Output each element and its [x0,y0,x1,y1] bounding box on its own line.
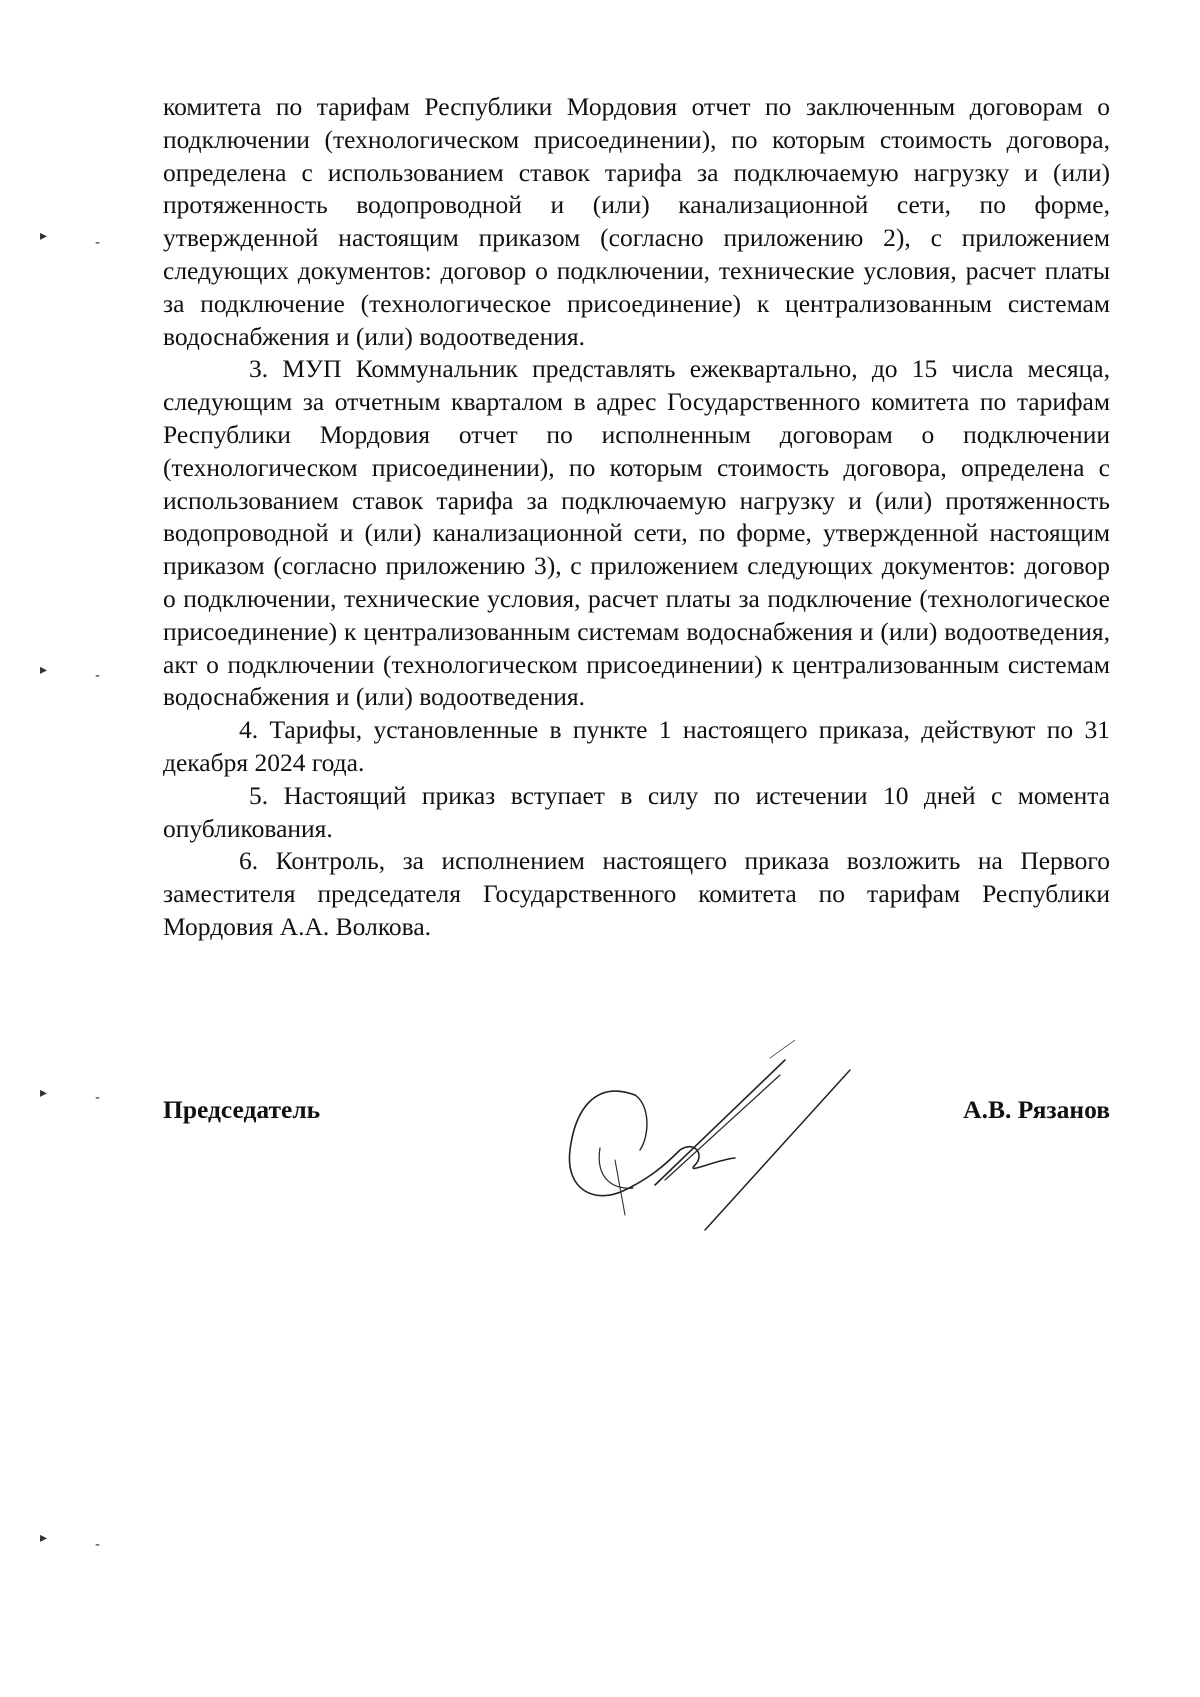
margin-mark: ▸ [40,1085,48,1101]
margin-mark: ▸ [40,228,48,244]
margin-mark: - [95,668,101,684]
paragraph-continuation: комитета по тарифам Республики Мордовия отчет по заключенным договорам о подключении (технологическом присоединении), по которым стоимость договора, определена с использованием ставок тарифа за подключаемую нагрузку и (или) протяженность водопроводной и (или) канализационной сети, по форме, утвержденной настоящим приказом (согласно приложению 2), с приложением следующих документов: договор о подключении, технические условия, расчет платы за подключение (технологическое присоединение) к централизованным системам водоснабжения и (или) водоотведения. [163,92,1110,351]
document-body [163,91,1110,944]
signatory-name: А.В. Рязанов [963,1095,1110,1124]
margin-mark: - [95,1537,101,1553]
margin-mark: ▸ [40,662,48,678]
signatory-role: Председатель [163,1095,321,1124]
paragraph-item-3: 3. МУП Коммунальник представлять ежеквартально, до 15 числа месяца, следующим за отчетным кварталом в адрес Государственного комитета по тарифам Республики Мордовия отчет по исполненным договорам о подключении (технологическом присоединении), по которым стоимость договора, определена с использованием ставок тарифа за подключаемую нагрузку и (или) протяженность водопроводной и (или) канализационной сети, по форме, утвержденной настоящим приказом (согласно приложению 3), с приложением следующих документов: договор о подключении, технические условия, расчет платы за подключение (технологическое присоединение) к централизованным системам водоснабжения и (или) водоотведения, акт о подключении (технологическом присоединении) к централизованным системам водоснабжения и (или) водоотведения. [163,354,1110,712]
paragraph-item-5: 5. Настоящий приказ вступает в силу по истечении 10 дней с момента опубликования. [163,780,1110,843]
margin-mark: ▸ [40,1530,48,1546]
paragraph-item-4: 4. Тарифы, установленные в пункте 1 настоящего приказа, действуют по 31 декабря 2024 года. [163,715,1110,777]
margin-mark: - [95,1090,101,1106]
handwritten-signature [555,1040,895,1240]
paragraph-item-6: 6. Контроль, за исполнением настоящего приказа возложить на Первого заместителя председателя Государственного комитета по тарифам Республики Мордовия А.А. Волкова. [163,846,1110,941]
margin-mark: - [95,235,101,251]
